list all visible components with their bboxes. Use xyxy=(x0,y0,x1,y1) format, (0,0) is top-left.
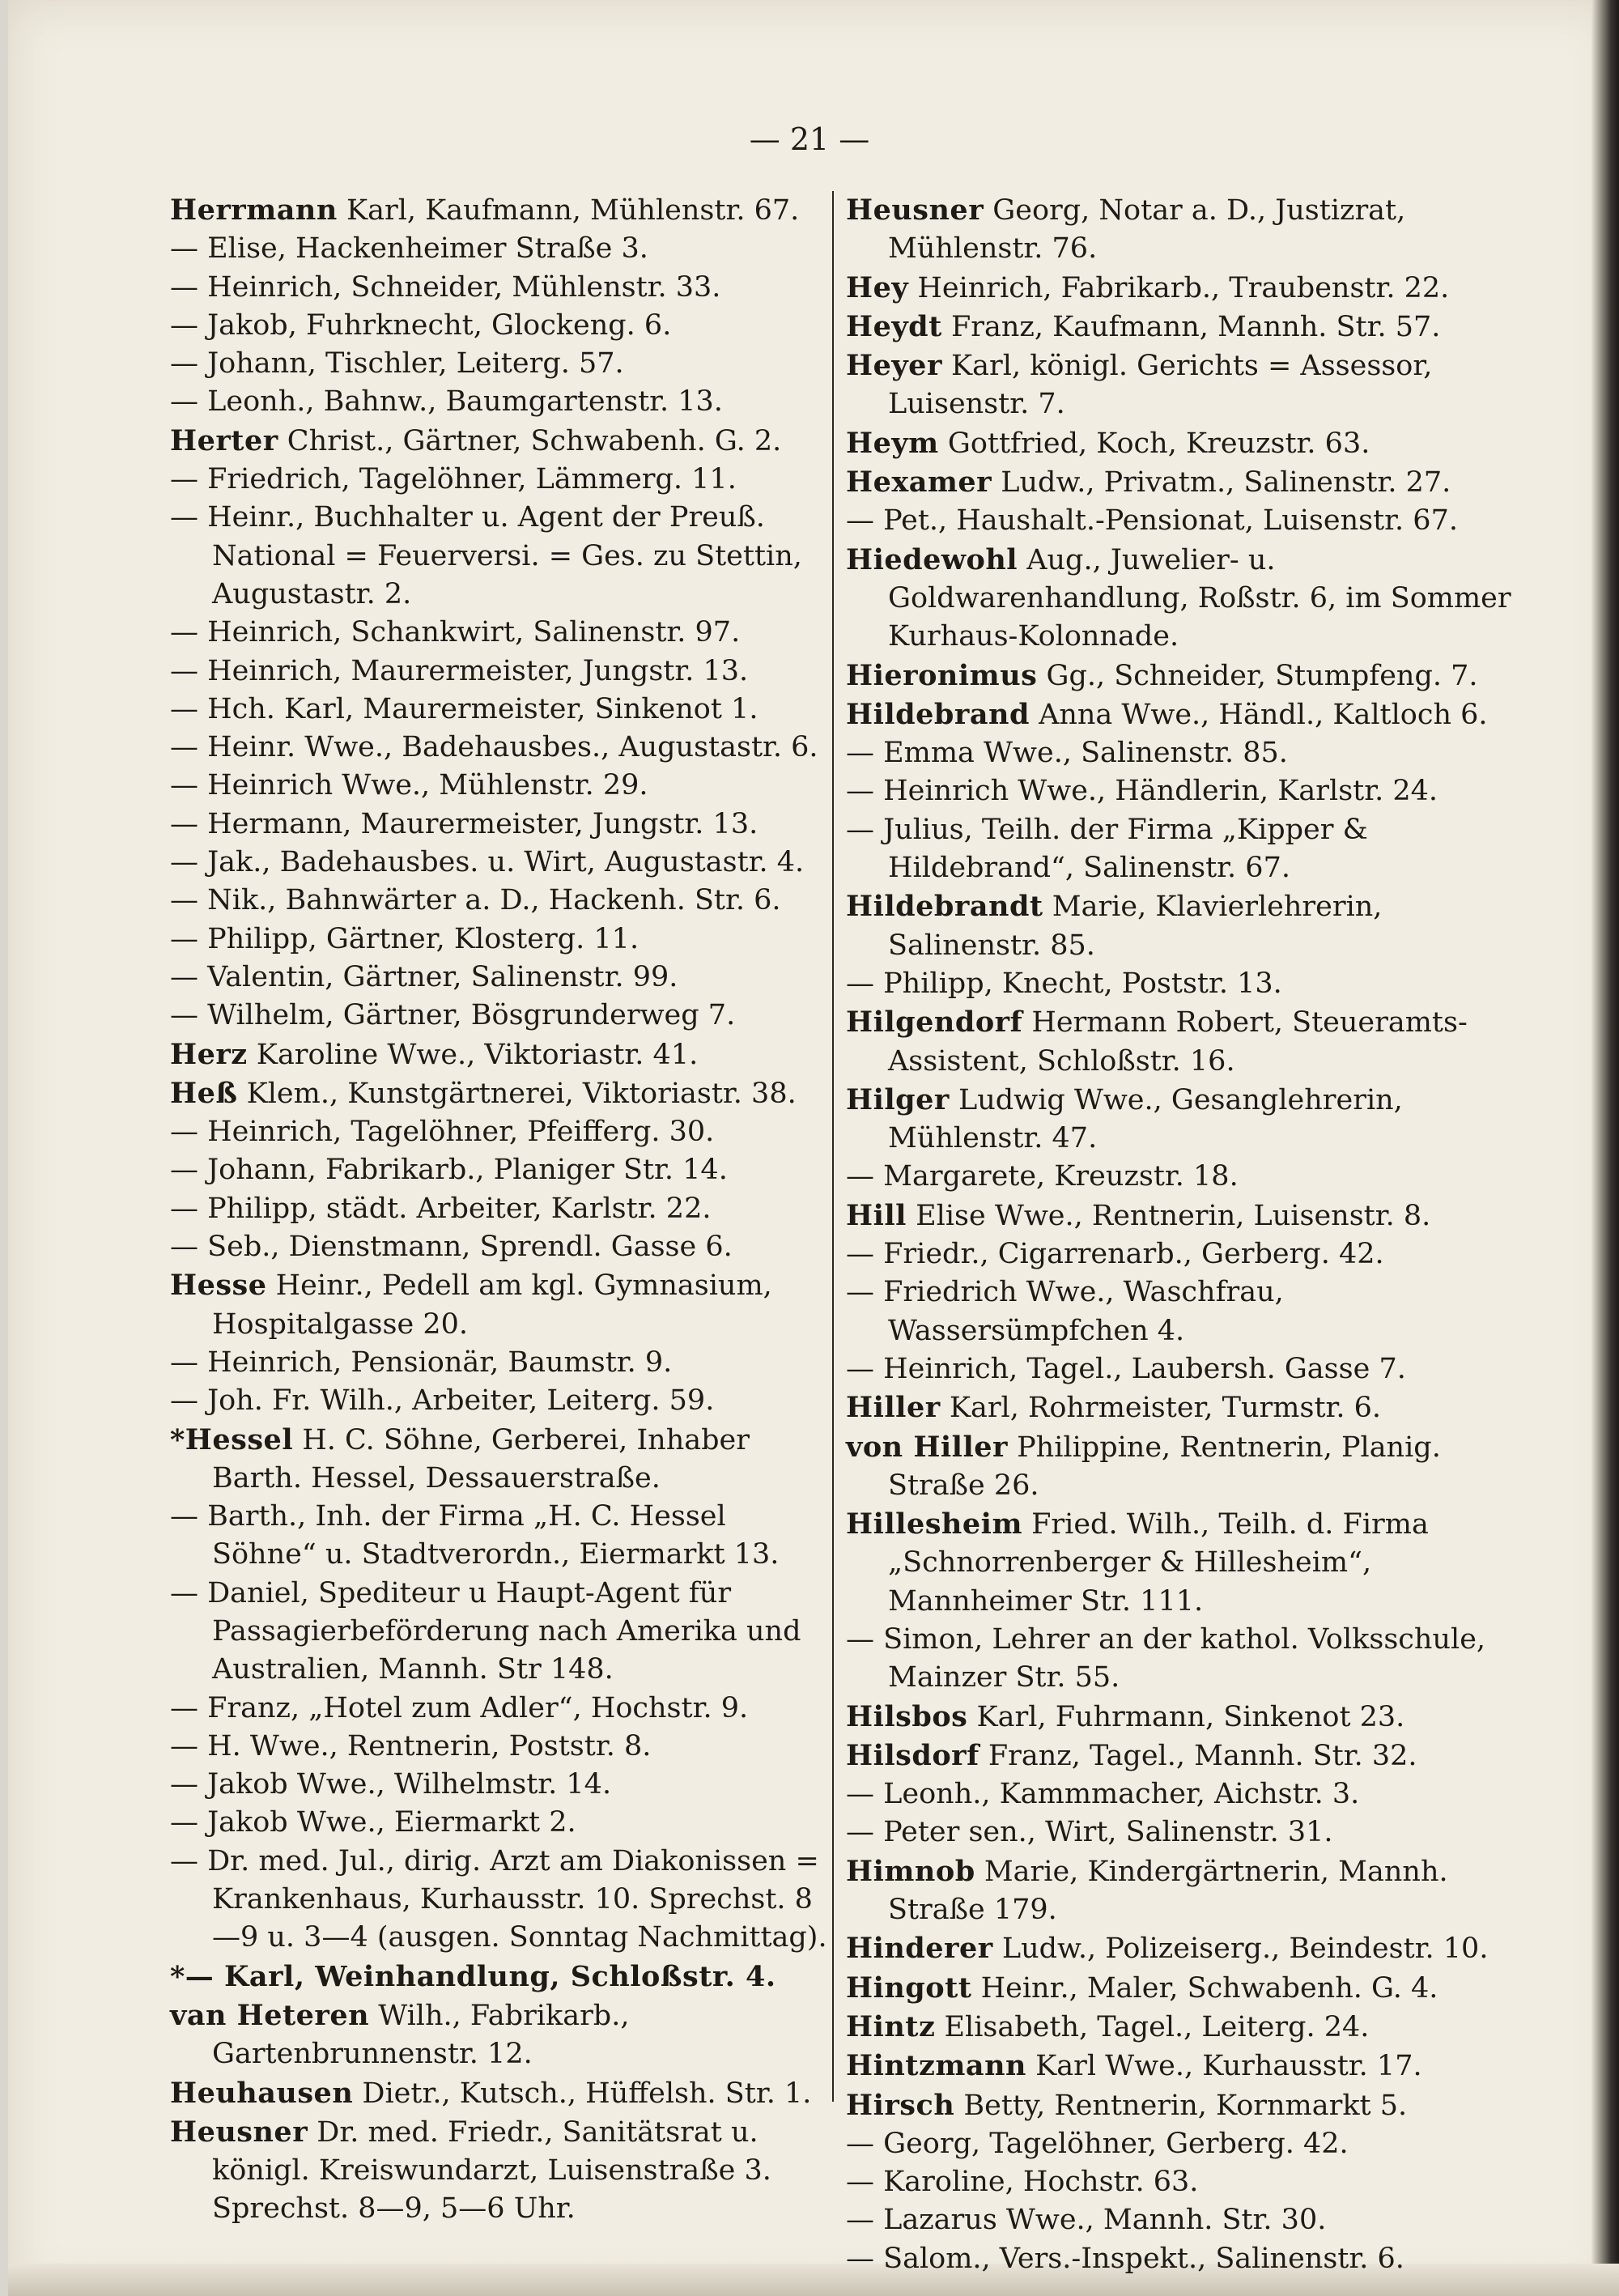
entry-surname: Heym xyxy=(846,426,939,460)
directory-entry xyxy=(846,502,1518,540)
entry-details: — Barth., Inh. der Firma „H. C. Hessel Söhne“ u. Stadtverordn., Eiermarkt 13. xyxy=(170,1500,780,1571)
directory-entry xyxy=(846,2240,1518,2278)
directory-entry xyxy=(170,345,834,383)
directory-entry xyxy=(170,2074,834,2113)
entry-details: Georg, Notar a. D., Justizrat, Mühlenstr. 76. xyxy=(888,194,1406,266)
directory-entry xyxy=(846,811,1518,888)
entry-details: Ludw., Privatm., Salinenstr. 27. xyxy=(1001,466,1451,500)
entry-surname: Himnob xyxy=(846,1854,975,1888)
directory-entry xyxy=(170,269,834,307)
entry-details: — Leonh., Bahnw., Baumgartenstr. 13. xyxy=(170,385,723,419)
directory-entry xyxy=(846,347,1518,424)
entry-surname: Hieronimus xyxy=(846,658,1038,692)
entry-details: — Hermann, Maurermeister, Jungstr. 13. xyxy=(170,807,759,840)
entry-surname: *Hessel xyxy=(170,1422,294,1456)
directory-entry xyxy=(846,1388,1518,1427)
entry-details: — Daniel, Spediteur u Haupt-Agent für Passagierbeförderung nach Amerika und Australien, Mannh. Str 148. xyxy=(170,1576,801,1686)
entry-details: Fried. Wilh., Teilh. d. Firma „Schnorrenberger & Hillesheim“, Mannheimer Str. 111. xyxy=(888,1508,1429,1618)
directory-entry xyxy=(170,1035,834,1074)
directory-entry xyxy=(846,1003,1518,1081)
directory-entry xyxy=(846,734,1518,772)
entry-details: — Pet., Haushalt.-Pensionat, Luisenstr. 67. xyxy=(846,504,1458,538)
directory-entry xyxy=(846,1158,1518,1196)
directory-entry xyxy=(846,269,1518,308)
directory-entry xyxy=(846,1197,1518,1235)
entry-details: Karl, Fuhrmann, Sinkenot 23. xyxy=(976,1700,1405,1733)
directory-entry xyxy=(170,1575,834,1690)
directory-entry xyxy=(170,1228,834,1266)
entry-surname: Herter xyxy=(170,423,278,457)
entry-details: Wilh., Fabrikarb., Gartenbrunnenstr. 12. xyxy=(212,1999,630,2071)
directory-entry xyxy=(846,308,1518,347)
entry-details: — Hch. Karl, Maurermeister, Sinkenot 1. xyxy=(170,692,759,725)
entry-surname: Hingott xyxy=(846,1971,972,2005)
entry-details: Marie, Klavierlehrerin, Salinenstr. 85. xyxy=(888,891,1383,962)
directory-entry xyxy=(846,1775,1518,1813)
directory-entry xyxy=(846,657,1518,695)
directory-entry xyxy=(170,499,834,614)
directory-entry xyxy=(170,461,834,499)
directory-entry xyxy=(170,1804,834,1842)
entry-surname: Herrmann xyxy=(170,193,338,227)
directory-entry xyxy=(846,2047,1518,2086)
entry-details: Elisabeth, Tagel., Leiterg. 24. xyxy=(944,2010,1370,2043)
entry-surname: Hilger xyxy=(846,1082,950,1116)
directory-entry xyxy=(846,1235,1518,1273)
entry-surname: Hintzmann xyxy=(846,2049,1026,2083)
directory-entry xyxy=(170,1382,834,1420)
entry-details: — Friedrich, Tagelöhner, Lämmerg. 11. xyxy=(170,463,737,496)
entry-details: Gg., Schneider, Stumpfeng. 7. xyxy=(1046,659,1478,692)
entry-details: — Jakob, Fuhrknecht, Glockeng. 6. xyxy=(170,308,672,342)
directory-entry xyxy=(170,1151,834,1189)
directory-entry xyxy=(846,1505,1518,1621)
entry-details: — Heinrich Wwe., Mühlenstr. 29. xyxy=(170,769,648,802)
directory-entry xyxy=(170,1958,834,1996)
entry-surname: Hesse xyxy=(170,1269,267,1303)
directory-entry xyxy=(846,424,1518,463)
entry-details: — Philipp, Gärtner, Klosterg. 11. xyxy=(170,922,640,955)
entry-details: Betty, Rentnerin, Kornmarkt 5. xyxy=(963,2089,1408,2122)
directory-entry xyxy=(170,307,834,345)
entry-details: — Heinrich, Pensionär, Baumstr. 9. xyxy=(170,1346,673,1379)
entry-details: Heinr., Pedell am kgl. Gymnasium, Hospitalgasse 20. xyxy=(212,1269,772,1341)
entry-surname: Hilsdorf xyxy=(846,1738,979,1772)
entry-details: — Franz, „Hotel zum Adler“, Hochstr. 9. xyxy=(170,1691,749,1724)
entry-details: — Johann, Fabrikarb., Planiger Str. 14. xyxy=(170,1154,728,1187)
left-column xyxy=(170,191,834,2229)
entry-details: Klem., Kunstgärtnerei, Viktoriastr. 38. xyxy=(246,1077,797,1110)
entry-surname: Hiller xyxy=(846,1391,941,1425)
directory-entry xyxy=(170,1074,834,1113)
directory-entry xyxy=(846,2008,1518,2047)
directory-entry xyxy=(170,230,834,268)
entry-details: Christ., Gärtner, Schwabenh. G. 2. xyxy=(287,424,782,457)
entry-surname: Hillesheim xyxy=(846,1507,1022,1541)
entry-details: — Heinrich, Tagelöhner, Pfeifferg. 30. xyxy=(170,1116,715,1149)
entry-details: Hermann Robert, Steueramts-Assistent, Schloßstr. 16. xyxy=(888,1006,1468,1078)
entry-surname: Hildebrand xyxy=(846,697,1030,731)
directory-entry xyxy=(846,2125,1518,2163)
entry-details: — Georg, Tagelöhner, Gerberg. 42. xyxy=(846,2127,1349,2160)
entry-details: — Karoline, Hochstr. 63. xyxy=(846,2166,1199,2199)
directory-entry xyxy=(170,806,834,844)
book-spine-shadow xyxy=(1591,0,1619,2296)
directory-entry xyxy=(170,997,834,1035)
entry-details: Anna Wwe., Händl., Kaltloch 6. xyxy=(1039,698,1488,731)
entry-details: — Jakob Wwe., Wilhelmstr. 14. xyxy=(170,1768,612,1801)
directory-entry xyxy=(170,691,834,729)
directory-entry xyxy=(170,1728,834,1766)
directory-entry xyxy=(170,191,834,230)
entry-details: Elise Wwe., Rentnerin, Luisenstr. 8. xyxy=(916,1199,1431,1232)
entry-details: — Heinrich, Maurermeister, Jungstr. 13. xyxy=(170,654,749,687)
entry-surname: Hilsbos xyxy=(846,1699,968,1733)
directory-entry xyxy=(846,772,1518,810)
directory-entry xyxy=(170,844,834,882)
directory-entry xyxy=(170,1996,834,2074)
directory-entry xyxy=(846,1350,1518,1388)
directory-entry xyxy=(170,422,834,461)
entry-details: — Jakob Wwe., Eiermarkt 2. xyxy=(170,1806,576,1839)
entry-details: — Emma Wwe., Salinenstr. 85. xyxy=(846,737,1288,770)
entry-details: — H. Wwe., Rentnerin, Poststr. 8. xyxy=(170,1729,652,1762)
entry-details: Karoline Wwe., Viktoriastr. 41. xyxy=(256,1038,699,1071)
entry-details: — Philipp, städt. Arbeiter, Karlstr. 22. xyxy=(170,1192,712,1225)
entry-surname: Heß xyxy=(170,1076,238,1110)
directory-entry xyxy=(846,965,1518,1003)
entry-details: — Heinrich Wwe., Händlerin, Karlstr. 24. xyxy=(846,775,1438,808)
entry-surname: Hilgendorf xyxy=(846,1006,1023,1040)
directory-entry xyxy=(846,191,1518,269)
entry-details: Ludwig Wwe., Gesanglehrerin, Mühlenstr. 47. xyxy=(888,1083,1403,1155)
entry-details: Gottfried, Koch, Kreuzstr. 63. xyxy=(947,427,1370,460)
entry-details: Philippine, Rentnerin, Planig. Straße 26. xyxy=(888,1431,1441,1502)
directory-entry xyxy=(846,2086,1518,2125)
directory-entry xyxy=(846,463,1518,502)
entry-surname: Hexamer xyxy=(846,466,992,500)
directory-entry xyxy=(170,383,834,421)
directory-entry xyxy=(170,1498,834,1575)
entry-surname: Heusner xyxy=(170,2115,308,2149)
entry-details: — Philipp, Knecht, Poststr. 13. xyxy=(846,967,1282,1000)
entry-details: Karl, Rohrmeister, Turmstr. 6. xyxy=(949,1392,1382,1425)
directory-entry xyxy=(170,729,834,767)
entry-surname: Heuhausen xyxy=(170,2076,354,2110)
directory-entry xyxy=(846,541,1518,657)
entry-details: Ludw., Polizeiserg., Beindestr. 10. xyxy=(1001,1932,1489,1966)
directory-entry xyxy=(170,959,834,997)
entry-surname: Hey xyxy=(846,270,909,304)
entry-details: — Wilhelm, Gärtner, Bösgrunderweg 7. xyxy=(170,999,736,1032)
entry-details: — Friedr., Cigarrenarb., Gerberg. 42. xyxy=(846,1238,1384,1271)
entry-details: Dietr., Kutsch., Hüffelsh. Str. 1. xyxy=(362,2077,812,2110)
entry-details: — Peter sen., Wirt, Salinenstr. 31. xyxy=(846,1816,1333,1849)
column-divider xyxy=(832,191,834,2102)
entry-details: — Simon, Lehrer an der kathol. Volksschule, Mainzer Str. 55. xyxy=(846,1622,1486,1694)
entry-details: — Heinr. Wwe., Badehausbes., Augustastr. 6. xyxy=(170,731,818,764)
directory-entry xyxy=(170,921,834,959)
entry-details: Karl, königl. Gerichts = Assessor, Luisenstr. 7. xyxy=(888,350,1433,421)
directory-entry xyxy=(170,653,834,691)
entry-details: H. C. Söhne, Gerberei, Inhaber Barth. Hessel, Dessauerstraße. xyxy=(212,1423,750,1495)
entry-details: Aug., Juwelier- u. Goldwarenhandlung, Roßstr. 6, im Sommer Kurhaus-Kolonnade. xyxy=(888,543,1511,653)
entry-details: — Friedrich Wwe., Waschfrau, Wassersümpfchen 4. xyxy=(846,1276,1284,1347)
entry-surname: Heydt xyxy=(846,309,942,343)
directory-entry xyxy=(846,1969,1518,2008)
entry-details: Franz, Tagel., Mannh. Str. 32. xyxy=(988,1739,1417,1772)
directory-entry xyxy=(170,1344,834,1382)
entry-surname: Heyer xyxy=(846,349,942,383)
directory-entry xyxy=(170,614,834,652)
entry-details: — Heinrich, Schankwirt, Salinenstr. 97. xyxy=(170,616,741,649)
entry-details: Heinrich, Fabrikarb., Traubenstr. 22. xyxy=(917,271,1450,304)
directory-entry xyxy=(846,1081,1518,1159)
entry-details: — Jak., Badehausbes. u. Wirt, Augustastr. 4. xyxy=(170,846,805,879)
entry-details: — Nik., Bahnwärter a. D., Hackenh. Str. 6. xyxy=(170,884,781,917)
directory-entry xyxy=(846,887,1518,965)
directory-entry xyxy=(170,882,834,920)
entry-details: Karl Wwe., Kurhausstr. 17. xyxy=(1035,2050,1422,2083)
directory-entry xyxy=(846,1737,1518,1775)
entry-details: — Valentin, Gärtner, Salinenstr. 99. xyxy=(170,960,678,993)
entry-details: — Dr. med. Jul., dirig. Arzt am Diakonissen = Krankenhaus, Kurhausstr. 10. Sprechst. 8—9 u. 3—4 (ausgen. Sonntag Nachmittag). xyxy=(170,1844,827,1954)
directory-entry xyxy=(170,1690,834,1728)
directory-entry xyxy=(170,1190,834,1228)
entry-surname: Hirsch xyxy=(846,2088,955,2122)
directory-entry xyxy=(846,1428,1518,1506)
directory-entry xyxy=(170,1843,834,1958)
entry-details: Dr. med. Friedr., Sanitätsrat u. königl. Kreiswundarzt, Luisenstraße 3. Sprechst. 8—9, 5—6 Uhr. xyxy=(212,2115,771,2226)
page-number: — 21 — xyxy=(749,121,870,157)
right-column xyxy=(846,191,1518,2278)
entry-details: — Elise, Hackenheimer Straße 3. xyxy=(170,232,648,266)
entry-surname: Hinderer xyxy=(846,1932,993,1966)
directory-entry xyxy=(170,2113,834,2229)
directory-entry xyxy=(170,1766,834,1804)
entry-details: — Lazarus Wwe., Mannh. Str. 30. xyxy=(846,2204,1327,2237)
entry-surname: Hill xyxy=(846,1198,907,1232)
entry-surname: von Hiller xyxy=(846,1430,1008,1464)
directory-entry xyxy=(846,695,1518,734)
directory-entry xyxy=(170,767,834,805)
entry-details: — Heinr., Buchhalter u. Agent der Preuß. National = Feuerversi. = Ges. zu Stettin, Augustastr. 2. xyxy=(170,501,802,610)
entry-surname: Heusner xyxy=(846,193,984,227)
entry-details: — Julius, Teilh. der Firma „Kipper & Hildebrand“, Salinenstr. 67. xyxy=(846,813,1368,885)
entry-surname: Hintz xyxy=(846,2009,936,2043)
directory-entry xyxy=(846,1273,1518,1350)
directory-entry xyxy=(170,1113,834,1151)
entry-details: Franz, Kaufmann, Mannh. Str. 57. xyxy=(950,310,1441,343)
entry-surname: van Heteren xyxy=(170,1998,370,2032)
entry-details: Marie, Kindergärtnerin, Mannh. Straße 179. xyxy=(888,1855,1448,1927)
directory-entry xyxy=(846,2201,1518,2239)
entry-details: — Johann, Tischler, Leiterg. 57. xyxy=(170,347,624,381)
entry-details: — Salom., Vers.-Inspekt., Salinenstr. 6. xyxy=(846,2242,1404,2275)
directory-entry xyxy=(846,1929,1518,1968)
directory-entry xyxy=(846,1852,1518,1930)
entry-details: — Joh. Fr. Wilh., Arbeiter, Leiterg. 59. xyxy=(170,1384,715,1418)
entry-surname: Herz xyxy=(170,1037,248,1071)
entry-details: Heinr., Maler, Schwabenh. G. 4. xyxy=(980,1971,1438,2005)
entry-details: *— Karl, Weinhandlung, Schloßstr. 4. xyxy=(170,1959,776,1993)
entry-details: — Heinrich, Tagel., Laubersh. Gasse 7. xyxy=(846,1352,1406,1385)
entry-surname: Hiedewohl xyxy=(846,542,1018,576)
directory-entry xyxy=(846,1621,1518,1698)
entry-details: — Margarete, Kreuzstr. 18. xyxy=(846,1160,1239,1193)
entry-details: — Heinrich, Schneider, Mühlenstr. 33. xyxy=(170,270,721,304)
directory-entry xyxy=(846,2163,1518,2201)
entry-details: — Leonh., Kammmacher, Aichstr. 3. xyxy=(846,1778,1360,1811)
entry-details: Karl, Kaufmann, Mühlenstr. 67. xyxy=(346,194,800,227)
directory-entry xyxy=(170,1266,834,1344)
entry-surname: Hildebrandt xyxy=(846,890,1043,924)
directory-entry xyxy=(846,1698,1518,1737)
directory-entry xyxy=(170,1421,834,1499)
directory-entry xyxy=(846,1813,1518,1852)
entry-details: — Seb., Dienstmann, Sprendl. Gasse 6. xyxy=(170,1231,733,1264)
